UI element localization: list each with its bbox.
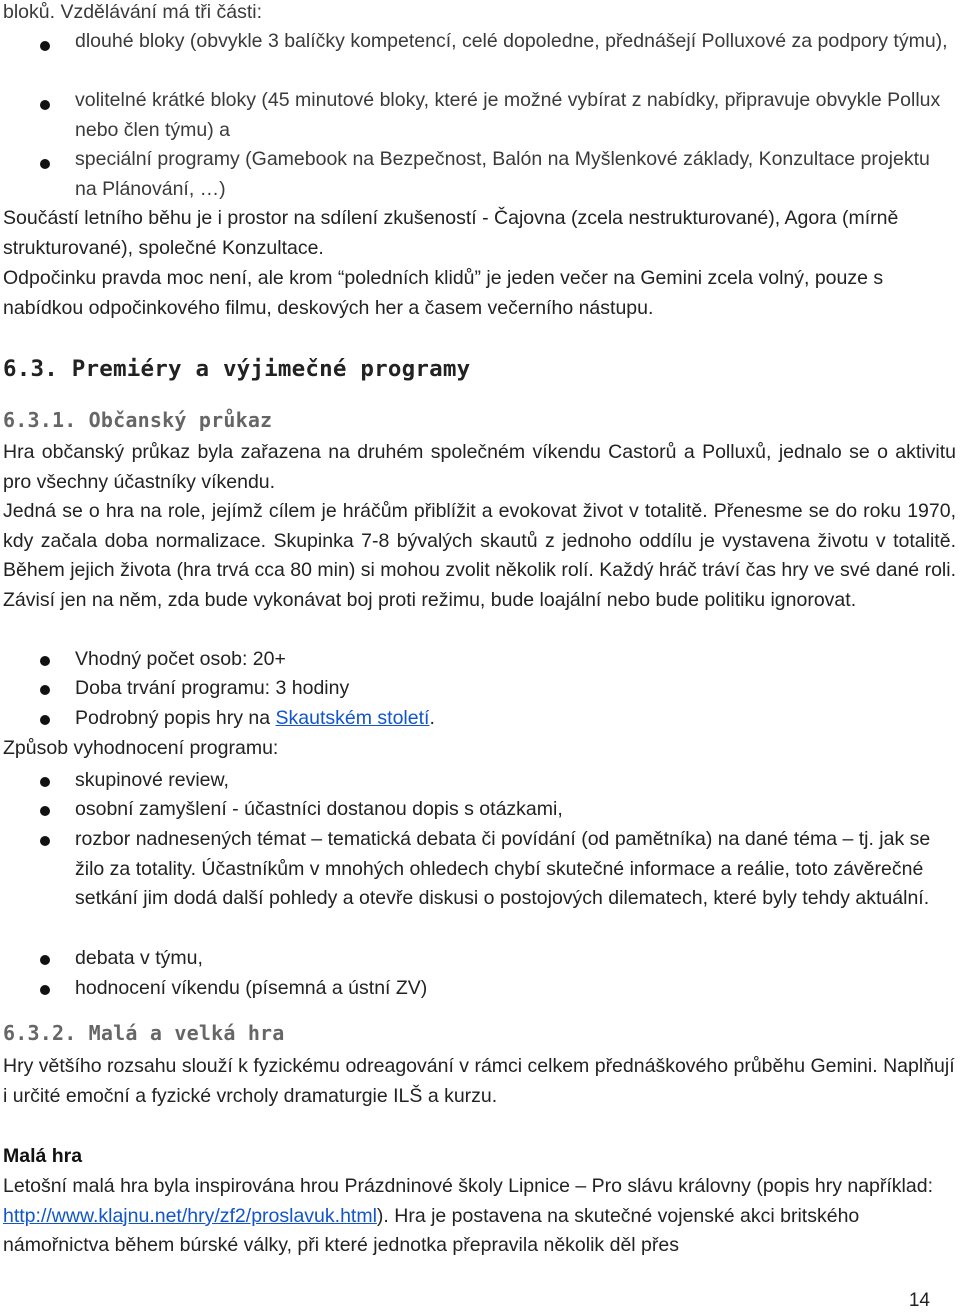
bullet-dot [40, 41, 50, 51]
fact-item: Vhodný počet osob: 20+ [75, 648, 286, 670]
page-number: 14 [908, 1290, 930, 1311]
bullet-dot [40, 955, 50, 965]
evaluation-item: skupinové review, [75, 769, 229, 791]
bullet-dot [40, 656, 50, 666]
sharing-paragraph: Součástí letního běhu je i prostor na sdílení zkušeností - Čajovna (zcela nestrukturované), Agora (mírně strukturované), společné Konzultace. [3, 207, 899, 259]
rest-paragraph: Odpočinku pravda moc není, ale krom “poledních klidů” je jeden večer na Gemini zcela volný, pouze s nabídkou odpočinkového filmu, deskových her a časem večerního nástupu. [3, 267, 884, 319]
bullet-dot [40, 985, 50, 995]
section-heading-6-3-2: 6.3.2. Malá a velká hra [3, 1021, 285, 1045]
section-heading-6-3-1: 6.3.1. Občanský průkaz [3, 408, 273, 432]
intro-bullet-1: dlouhé bloky (obvykle 3 balíčky kompetencí, celé dopoledne, přednášejí Polluxové za podpory týmu), [75, 30, 948, 52]
small-game-text-after: ). Hra je postavena na skutečné vojenské akci britského námořnictva během búrské války, při které jednotka přepravila několik děl přes [3, 1204, 860, 1256]
fact-item-detail [75, 704, 955, 734]
small-game-paragraph [3, 1172, 956, 1261]
detail-prefix: Podrobný popis hry na [75, 707, 276, 729]
bullet-dot [40, 836, 50, 846]
bullet-dot [40, 159, 50, 169]
bullet-dot [40, 100, 50, 110]
intro-line: bloků. Vzdělávání má tři části: [3, 1, 263, 23]
skautske-stoleti-link[interactable]: Skautském století [275, 707, 430, 729]
intro-bullet-2: volitelné krátké bloky (45 minutové bloky, které je možné vybírat z nabídky, připravuje obvykle Pollux nebo člen týmu) a [75, 89, 941, 141]
evaluation-item: debata v týmu, [75, 947, 203, 969]
bullet-dot [40, 685, 50, 695]
obcansky-paragraph-1: Hra občanský průkaz byla zařazena na druhém společném víkendu Castorů a Polluxů, jednalo se o aktivitu pro všechny účastníky víkendu. [3, 441, 956, 493]
section-heading-6-3: 6.3. Premiéry a výjimečné programy [3, 356, 471, 382]
bullet-dot [40, 777, 50, 787]
klajnu-link[interactable]: http://www.klajnu.net/hry/zf2/proslavuk.html [3, 1204, 377, 1227]
small-game-text-before: Letošní malá hra byla inspirována hrou Prázdninové školy Lipnice – Pro slávu královny (popis hry například: [3, 1175, 933, 1197]
fact-item: Doba trvání programu: 3 hodiny [75, 677, 350, 699]
detail-suffix: . [429, 707, 435, 729]
evaluation-item: osobní zamyšlení - účastníci dostanou dopis s otázkami, [75, 798, 563, 820]
small-game-heading: Malá hra [3, 1145, 83, 1167]
velka-hra-paragraph: Hry většího rozsahu slouží k fyzickému odreagování v rámci celkem přednáškového průběhu Gemini. Naplňují i určité emoční a fyzické vrcholy dramaturgie ILŠ a kurzu. [3, 1055, 955, 1107]
evaluation-item: rozbor nadnesených témat – tematická debata či povídání (od pamětníka) na dané téma – tj. jak se žilo za totality. Účastníkům v mnohých ohledech chybí skutečné informace a reálie, toto závěrečné setkání jim dodá další pohledy a otevře diskusi o postojových dilematech, které byly tehdy aktuální. [75, 828, 931, 909]
evaluation-item: hodnocení víkendu (písemná a ústní ZV) [75, 977, 428, 999]
bullet-dot [40, 715, 50, 725]
intro-bullet-3: speciální programy (Gamebook na Bezpečnost, Balón na Myšlenkové základy, Konzultace projektu na Plánování, …) [75, 148, 930, 200]
obcansky-paragraph-2: Jedná se o hra na role, jejímž cílem je hráčům přiblížit a evokovat život v totalitě. Přenesme se do roku 1970, kdy začala doba normalizace. Skupinka 7-8 bývalých skautů z jednoho oddílu je vystavena životu v totalitě. Během jejich života (hra trvá cca 80 min) si mohou zvolit několik rolí. Každý hráč tráví čas hry ve své dané roli. Závisí jen na něm, zda bude vykonávat boj proti režimu, bude loajální nebo bude politiku ignorovat. [3, 500, 956, 611]
evaluation-heading: Způsob vyhodnocení programu: [3, 737, 279, 759]
bullet-dot [40, 806, 50, 816]
